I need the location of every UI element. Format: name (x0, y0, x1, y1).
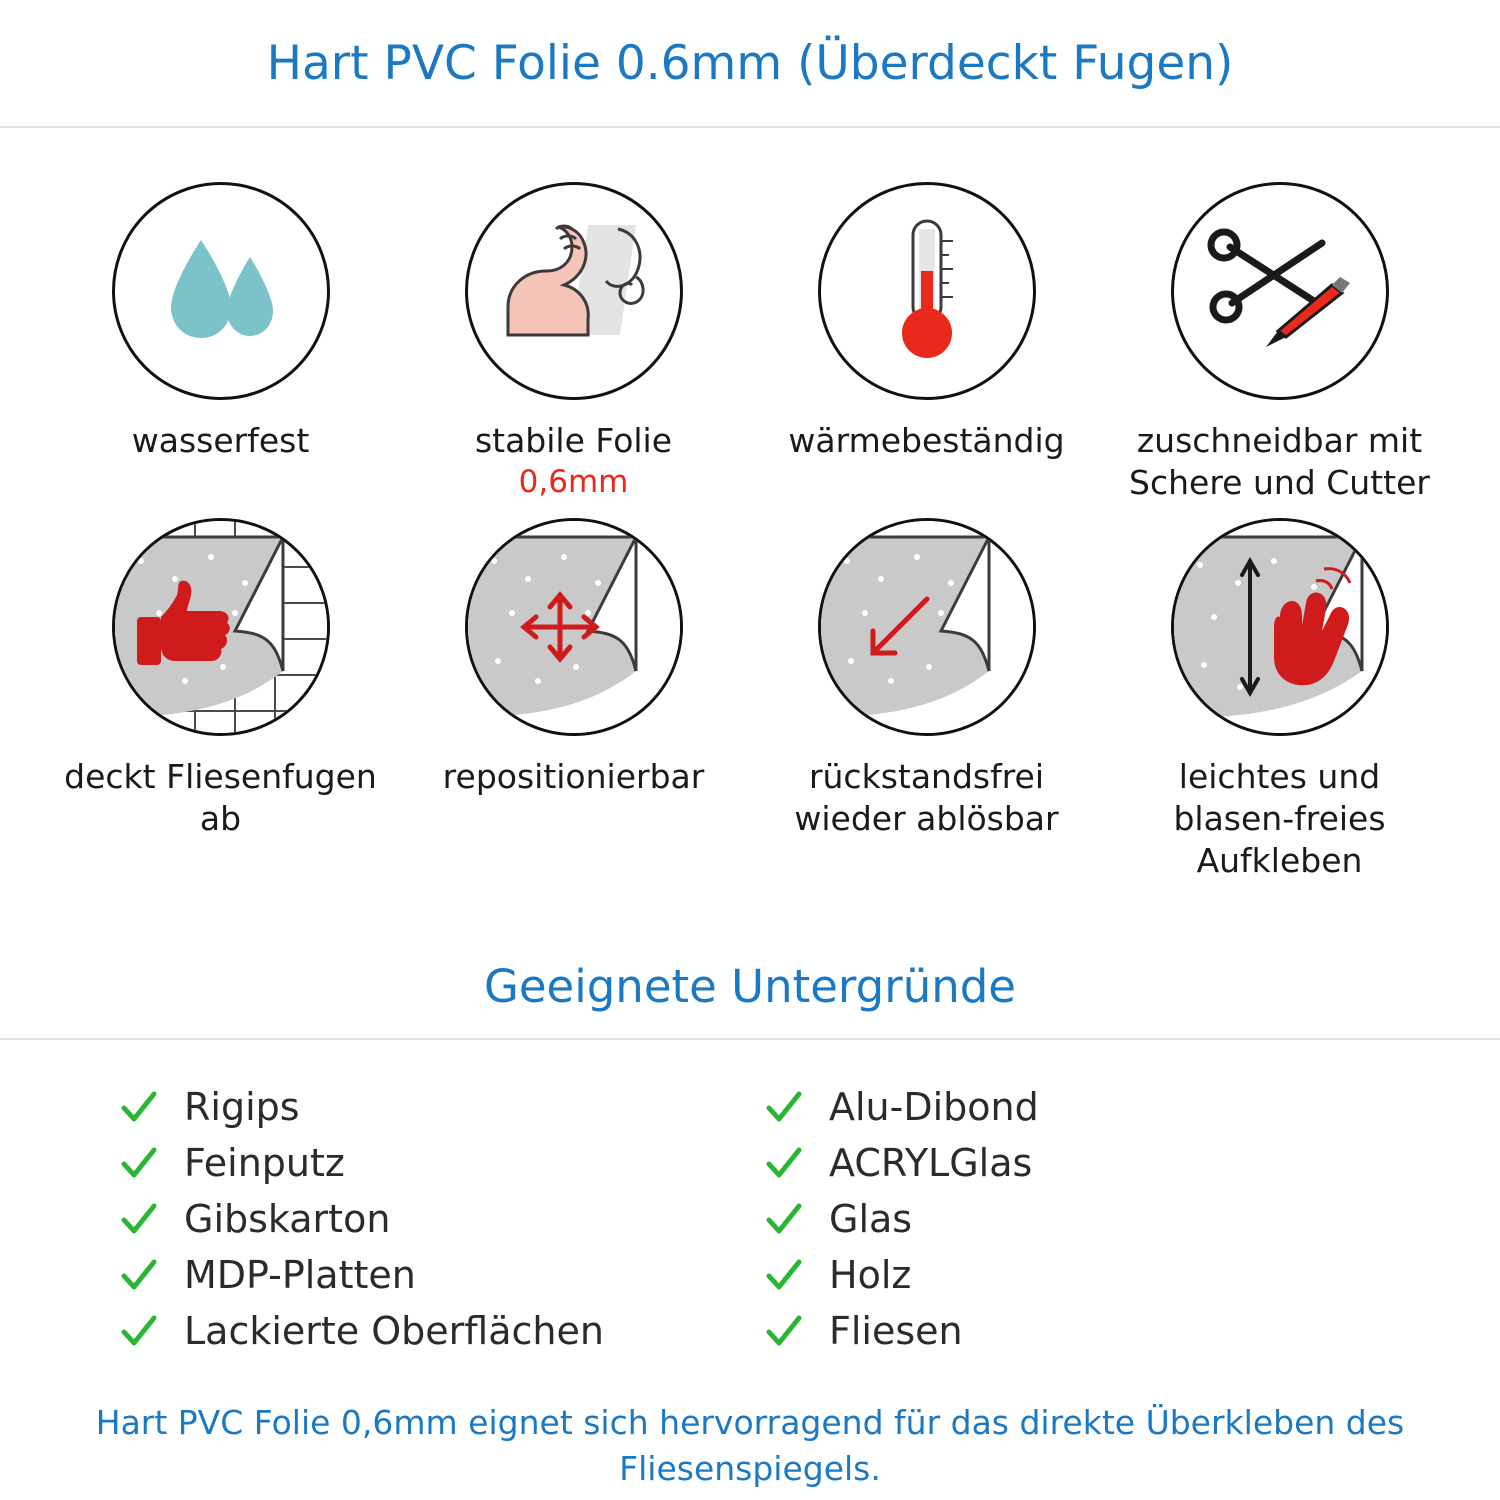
check-mark-icon (765, 1088, 803, 1126)
list-item (120, 1140, 735, 1186)
feature-item (44, 518, 397, 882)
smoothing-hand-icon (1171, 518, 1389, 736)
feature-item (397, 182, 750, 504)
list-item (765, 1084, 1380, 1130)
feature-item (750, 518, 1103, 882)
substrates-column-right (765, 1084, 1380, 1354)
list-item-label: Rigips (184, 1085, 300, 1129)
feature-grid (0, 128, 1500, 882)
page-header (0, 0, 1500, 128)
check-mark-icon (120, 1144, 158, 1182)
check-mark-icon (120, 1088, 158, 1126)
feature-label: deckt Fliesenfugen ab (64, 757, 377, 838)
check-mark-icon (765, 1144, 803, 1182)
feature-item (397, 518, 750, 882)
feature-item (1103, 518, 1456, 882)
feature-sublabel: 0,6mm (518, 464, 629, 500)
thumbs-up-tile-joints-icon (112, 518, 330, 736)
check-mark-icon (120, 1200, 158, 1238)
flexed-biceps-foil-icon (465, 182, 683, 400)
feature-label: stabile Folie (474, 421, 673, 460)
list-item-label: ACRYLGlas (829, 1141, 1033, 1185)
list-item (765, 1196, 1380, 1242)
check-mark-icon (765, 1200, 803, 1238)
check-mark-icon (120, 1256, 158, 1294)
thermometer-icon (818, 182, 1036, 400)
check-mark-icon (765, 1256, 803, 1294)
list-item-label: Feinputz (184, 1141, 345, 1185)
list-item-label: Gibskarton (184, 1197, 391, 1241)
footer-note: Hart PVC Folie 0,6mm eignet sich hervorragend für das direkte Überkleben des Fliesenspiegels. (95, 1403, 1405, 1488)
four-way-arrow-icon (465, 518, 683, 736)
feature-label: wasserfest (131, 421, 310, 460)
substrates-section-header (0, 934, 1500, 1040)
list-item-label: Holz (829, 1253, 912, 1297)
substrates-column-left (120, 1084, 735, 1354)
water-drops-icon (112, 182, 330, 400)
peel-off-arrow-icon (818, 518, 1036, 736)
list-item (120, 1196, 735, 1242)
feature-label: repositionierbar (442, 757, 705, 796)
list-item-label: Glas (829, 1197, 913, 1241)
list-item-label: Alu-Dibond (829, 1085, 1039, 1129)
feature-item (750, 182, 1103, 504)
feature-item (44, 182, 397, 504)
feature-label: leichtes und blasen-freies Aufkleben (1173, 757, 1386, 880)
feature-item (1103, 182, 1456, 504)
check-mark-icon (120, 1312, 158, 1350)
list-item (120, 1084, 735, 1130)
list-item (765, 1252, 1380, 1298)
list-item (765, 1140, 1380, 1186)
list-item (765, 1308, 1380, 1354)
feature-label: rückstandsfrei wieder ablösbar (794, 757, 1059, 838)
scissors-cutter-icon (1171, 182, 1389, 400)
list-item-label: MDP-Platten (184, 1253, 416, 1297)
list-item (120, 1252, 735, 1298)
feature-label: wärmebeständig (788, 421, 1065, 460)
substrates-list (0, 1040, 1500, 1354)
substrates-title: Geeignete Untergründe (483, 959, 1016, 1013)
list-item (120, 1308, 735, 1354)
page-title: Hart PVC Folie 0.6mm (Überdeckt Fugen) (266, 35, 1234, 91)
check-mark-icon (765, 1312, 803, 1350)
list-item-label: Fliesen (829, 1309, 963, 1353)
feature-label: zuschneidbar mit Schere und Cutter (1129, 421, 1430, 502)
list-item-label: Lackierte Oberflächen (184, 1309, 604, 1353)
